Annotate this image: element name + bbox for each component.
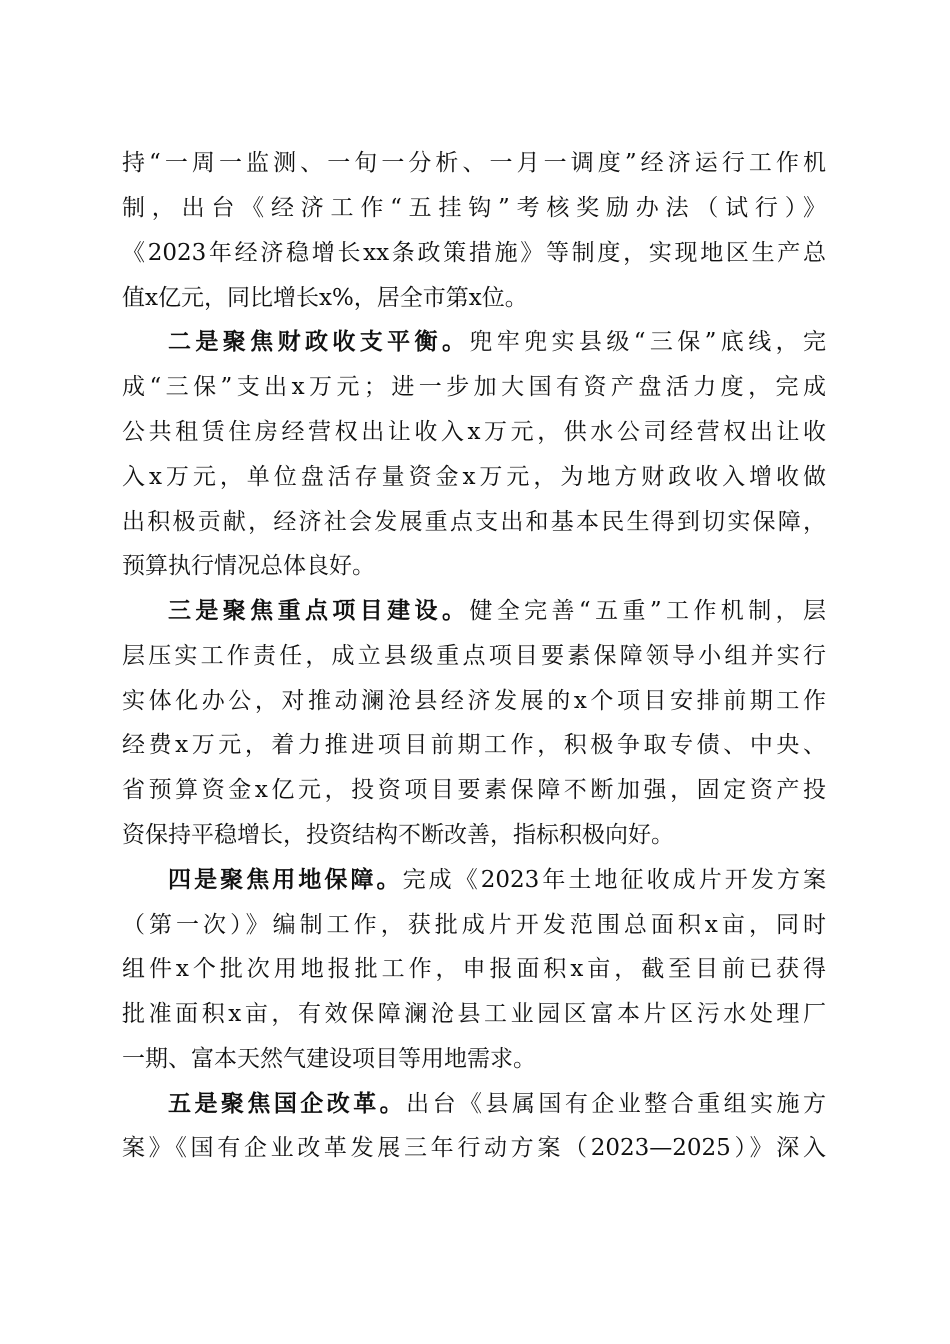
text-line: 组件x个批次用地报批工作，申报面积x亩，截至目前已获得 [122,956,826,982]
paragraph-text: 兜牢兜实县级“三保”底线，完 [469,329,826,355]
text-line: 成“三保”支出x万元；进一步加大国有资产盘活力度，完成 [122,374,826,400]
paragraph-heading: 五是聚焦国企改革。 [168,1090,407,1117]
text-line: 《2023年经济稳增长xx条政策措施》等制度，实现地区生产总 [122,240,826,266]
text-line: 经费x万元，着力推进项目前期工作，积极争取专债、中央、 [122,732,826,758]
text-line: 一期、富本天然气建设项目等用地需求。 [122,1046,536,1072]
text-line: 公共租赁住房经营权出让收入x万元，供水公司经营权出让收 [122,419,826,445]
paragraph-first-line [168,860,826,900]
text-line: 层压实工作责任，成立县级重点项目要素保障领导小组并实行 [122,643,826,669]
text-line: 省预算资金x亿元，投资项目要素保障不断加强，固定资产投 [122,777,826,803]
paragraph-text: 完成《2023年土地征收成片开发方案 [402,867,826,893]
paragraph-heading: 四是聚焦用地保障。 [168,866,403,893]
text-line: 实体化办公，对推动澜沧县经济发展的x个项目安排前期工作 [122,688,826,714]
text-line: 制，出台《经济工作“五挂钩”考核奖励办法（试行）》 [122,195,826,221]
text-line: 持“一周一监测、一旬一分析、一月一调度”经济运行工作机 [122,150,826,176]
text-line: 入x万元，单位盘活存量资金x万元，为地方财政收入增收做 [122,464,826,490]
text-line: 预算执行情况总体良好。 [122,553,375,579]
text-line: （第一次）》编制工作，获批成片开发范围总面积x亩，同时 [122,912,826,938]
paragraph-heading: 二是聚焦财政收支平衡。 [168,328,470,355]
text-line: 资保持平稳增长，投资结构不断改善，指标积极向好。 [122,822,674,848]
paragraph-text: 出台《县属国有企业整合重组实施方 [406,1091,827,1117]
paragraph-text: 健全完善“五重”工作机制，层 [469,598,826,624]
paragraph-first-line [168,322,826,362]
paragraph-heading: 三是聚焦重点项目建设。 [168,597,470,624]
text-line: 出积极贡献，经济社会发展重点支出和基本民生得到切实保障， [122,509,826,535]
text-line: 值x亿元，同比增长x%，居全市第x位。 [122,285,528,311]
paragraph-first-line [168,1084,826,1124]
paragraph-first-line [168,591,826,631]
text-line: 案》《国有企业改革发展三年行动方案（2023—2025）》深入 [122,1135,826,1161]
text-line: 批准面积x亩，有效保障澜沧县工业园区富本片区污水处理厂 [122,1001,826,1027]
